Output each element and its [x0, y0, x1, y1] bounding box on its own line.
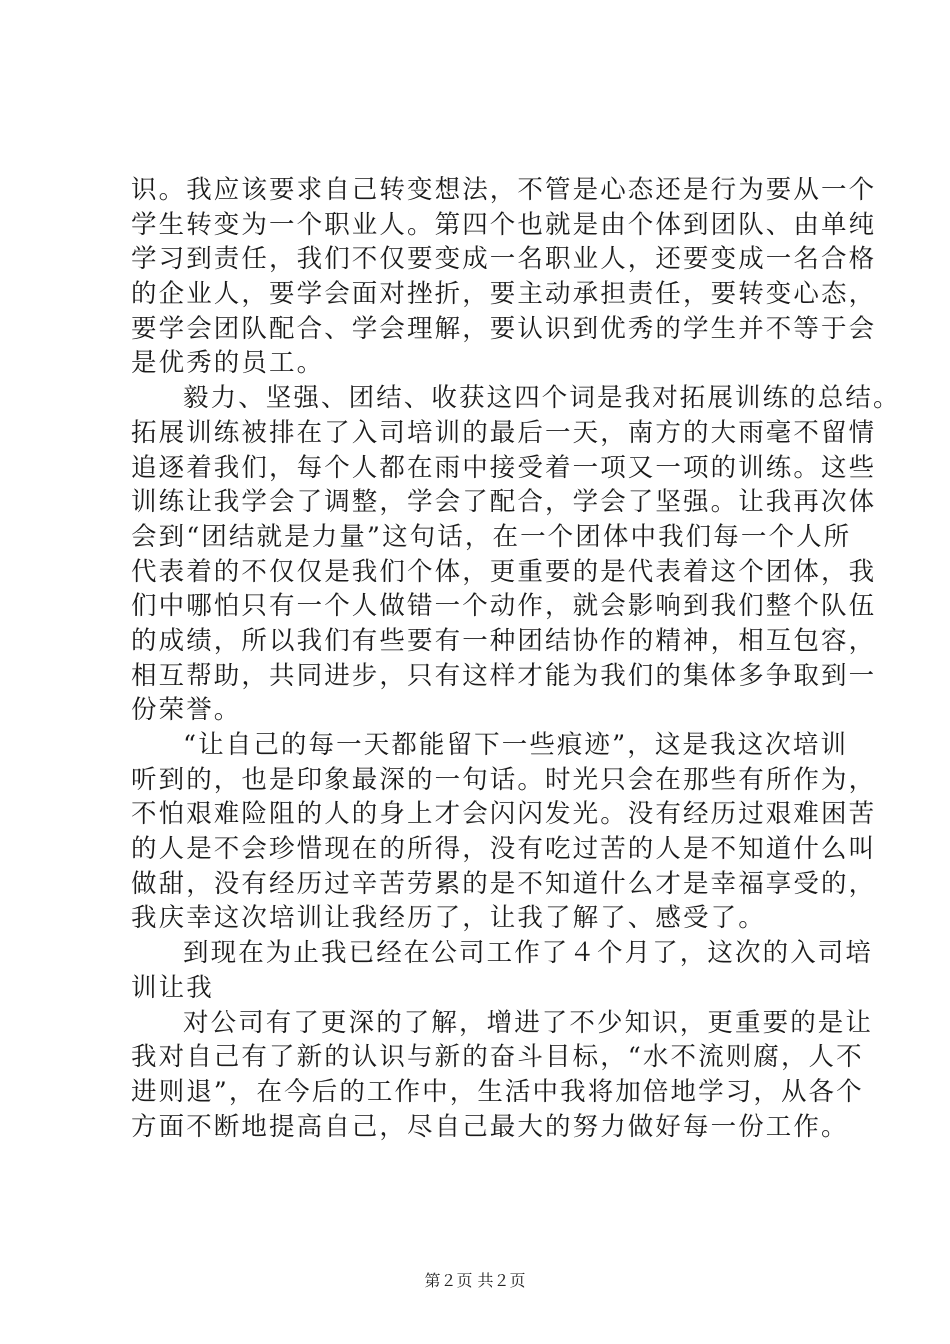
- text-line: 的人是不会珍惜现在的所得，没有吃过苦的人是不知道什么叫: [131, 834, 877, 865]
- text-line: 训练让我学会了调整，学会了配合，学会了坚强。让我再次体: [131, 487, 877, 518]
- text-line: 的企业人，要学会面对挫折，要主动承担责任，要转变心态，: [131, 279, 877, 310]
- page-number-footer: 第２页 共２页: [424, 1271, 526, 1290]
- text-line: 的成绩，所以我们有些要有一种团结协作的精神，相互包容，: [131, 625, 877, 656]
- text-line: 我庆幸这次培训让我经历了，让我了解了、感受了。: [131, 903, 766, 934]
- text-line: 进则退”，在今后的工作中，生活中我将加倍地学习，从各个: [131, 1076, 864, 1107]
- text-line: 相互帮助，共同进步，只有这样才能为我们的集体多争取到一: [131, 660, 877, 691]
- text-line: 学生转变为一个职业人。第四个也就是由个体到团队、由单纯: [131, 209, 877, 240]
- text-line: 们中哪怕只有一个人做错一个动作，就会影响到我们整个队伍: [131, 591, 877, 622]
- text-line: 代表着的不仅仅是我们个体，更重要的是代表着这个团体，我: [131, 556, 877, 587]
- text-line: 学习到责任，我们不仅要变成一名职业人，还要变成一名合格: [131, 244, 877, 275]
- paragraph-start-line: 对公司有了更深的了解，增进了不少知识，更重要的是让: [183, 1007, 874, 1038]
- text-line: 识。我应该要求自己转变想法，不管是心态还是行为要从一个: [131, 175, 877, 205]
- text-line: 不怕艰难险阻的人的身上才会闪闪发光。没有经历过艰难困苦: [131, 799, 877, 830]
- paragraph-start-line: 到现在为止我已经在公司工作了４个月了，这次的入司培: [183, 938, 874, 969]
- text-line: 我对自己有了新的认识与新的奋斗目标，“水不流则腐，人不: [131, 1042, 864, 1073]
- text-line: 训让我: [131, 972, 214, 1003]
- document-body: [131, 173, 901, 1144]
- text-line: 追逐着我们，每个人都在雨中接受着一项又一项的训练。这些: [131, 452, 877, 483]
- text-line: 要学会团队配合、学会理解，要认识到优秀的学生并不等于会: [131, 313, 877, 344]
- text-line: 是优秀的员工。: [131, 348, 325, 379]
- paragraph-start-line: 毅力、坚强、团结、收获这四个词是我对拓展训练的总结。: [183, 383, 901, 414]
- text-line: 份荣誉。: [131, 695, 242, 726]
- text-line: 听到的，也是印象最深的一句话。时光只会在那些有所作为，: [131, 764, 877, 795]
- text-line: 会到“团结就是力量”这句话，在一个团体中我们每一个人所: [131, 521, 852, 552]
- text-line: 方面不断地提高自己，尽自己最大的努力做好每一份工作。: [131, 1111, 849, 1142]
- text-line: 做甜，没有经历过辛苦劳累的是不知道什么才是幸福享受的，: [131, 868, 877, 899]
- text-line: 拓展训练被排在了入司培训的最后一天，南方的大雨毫不留情: [131, 417, 877, 448]
- paragraph-start-line: “让自己的每一天都能留下一些痕迹”，这是我这次培训: [183, 730, 849, 760]
